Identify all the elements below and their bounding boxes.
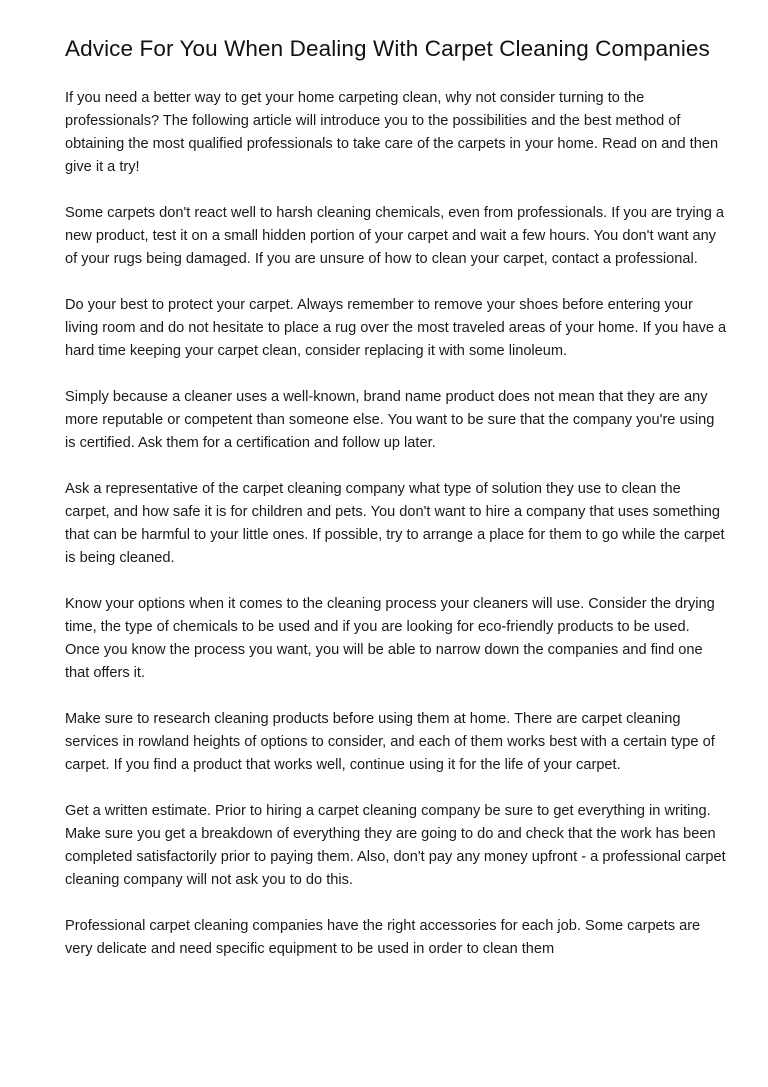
paragraph-3: Do your best to protect your carpet. Always remember to remove your shoes before entering your living room and do not hesitate to place a rug over the most traveled areas of your home. If you have a hard time keeping your carpet clean, consider replacing it with some linoleum. bbox=[65, 297, 727, 359]
paragraph-6: Know your options when it comes to the cleaning process your cleaners will use. Consider the drying time, the type of chemicals to be used and if you are looking for eco-friendly products to be used. Once you know the process you want, you will be able to narrow down the companies and find one that offers it. bbox=[65, 596, 715, 681]
paragraph-1: If you need a better way to get your home carpeting clean, why not consider turning to the professionals? The following article will introduce you to the possibilities and the best method of obtaining the most qualified professionals to take care of the carpets in your home. Read on and then give it a try! bbox=[65, 90, 719, 175]
document-title: Advice For You When Dealing With Carpet Cleaning Companies bbox=[65, 36, 710, 61]
paragraph-2: Some carpets don't react well to harsh cleaning chemicals, even from professionals. If you are trying a new product, test it on a small hidden portion of your carpet and wait a few hours. You don't want any of your rugs being damaged. If you are unsure of how to clean your carpet, contact a professional. bbox=[65, 205, 725, 267]
paragraph-7: Make sure to research cleaning products before using them at home. There are carpet cleaning services in rowland heights of options to consider, and each of them works best with a certain type of carpet. If you find a product that works well, continue using it for the life of your carpet. bbox=[65, 711, 715, 773]
paragraph-9: Professional carpet cleaning companies have the right accessories for each job. Some carpets are very delicate and need specific equipment to be used in order to clean them bbox=[65, 918, 701, 957]
document-body bbox=[65, 87, 728, 961]
paragraph-4: Simply because a cleaner uses a well-known, brand name product does not mean that they are any more reputable or competent than someone else. You want to be sure that the company you're using is certified. Ask them for a certification and follow up later. bbox=[65, 389, 715, 451]
paragraph-5: Ask a representative of the carpet cleaning company what type of solution they use to clean the carpet, and how safe it is for children and pets. You don't want to hire a company that uses something that can be harmful to your little ones. If possible, try to arrange a place for them to go while the carpet is being cleaned. bbox=[65, 481, 725, 566]
paragraph-8: Get a written estimate. Prior to hiring a carpet cleaning company be sure to get everything in writing. Make sure you get a breakdown of everything they are going to do and check that the work has been completed satisfactorily prior to paying them. Also, don't pay any money upfront - a professional carpet cleaning company will not ask you to do this. bbox=[65, 803, 726, 888]
